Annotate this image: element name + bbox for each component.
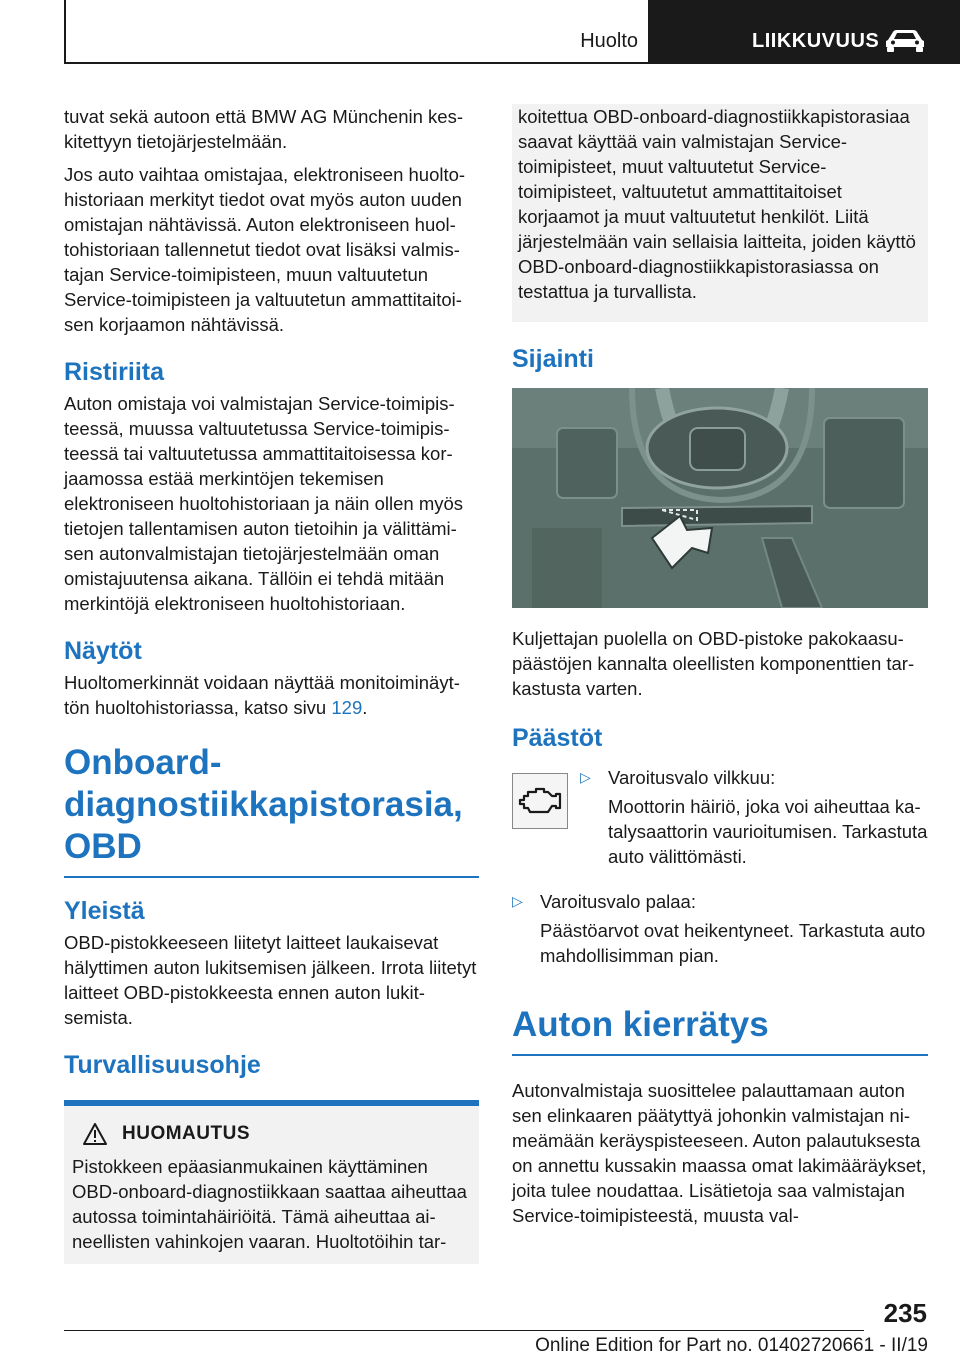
heading-obd: Onboard-diagnostiikkapistorasia, OBD [64,742,479,878]
warning-icon [82,1122,108,1146]
list-item [580,765,928,869]
steering-wheel-illustration [512,388,928,608]
left-column [64,104,479,1264]
bullet-text: Päästöarvot ovat heikentyneet. Tarkastuta auto mahdollisimman pian. [540,920,926,966]
paragraph: Autonvalmistaja suosittelee palauttamaan auton sen elinkaaren päätyttyä johonkin valmistajan nimeämään keräyspisteeseen. Auton palautuksesta on annettu kussakin maassa omat lakimääräykset, joita tulee noudattaa. Lisätietoja saa valmistajan Service-toimipisteestä, muusta val- [512,1080,927,1226]
paragraph-end: . [362,697,368,718]
heading-sijainti: Sijainti [512,345,594,373]
header-chapter-label: LIIKKUVUUS [752,30,880,52]
heading-ristiriita: Ristiriita [64,358,165,386]
footer-edition: Online Edition for Part no. 01402720661 - II/19 [535,1335,928,1356]
bullet-text: Moottorin häiriö, joka voi aiheuttaa katalysaattorin vaurioitumisen. Tarkastuta auto välittömästi. [608,796,928,867]
page-number: 235 [883,1298,927,1328]
car-icon [884,28,926,52]
emission-warning-block [512,765,928,869]
notice-text: Pistokkeen epäasianmukainen käyttäminen OBD-onboard-diagnostiikkaan saattaa aiheuttaa autossa toimintahäiriöitä. Tämä aiheuttaa aineellisten vahinkojen vaaran. Huoltotöihin tar- [72,1156,467,1252]
bullet-label: Varoitusvalo vilkkuu: [608,767,776,788]
paragraph: Auton omistaja voi valmistajan Service-toimipisteessä, muussa valtuutetussa Service-toimipisteessä tai valtuutetussa ammattitaitoisessa korjaamossa estää merkintöjen tekemisen elektroniseen huoltohistoriaan ja näin ollen myös tietojen tallentamisen auton tietoihin ja välittämisen autonvalmistajan tietojärjestelmään oman omistajuutensa aikana. Tällöin ei tehdä mitään merkintöjä elektroniseen huoltohistoriaan. [64,393,464,614]
footer-rule [64,1330,864,1331]
heading-turvallisuusohje: Turvallisuusohje [64,1051,261,1079]
engine-warning-icon [512,773,568,829]
heading-kierratys: Auton kierrätys [512,1004,928,1056]
header-rule-left [64,0,66,64]
header-rule-bottom [64,62,648,64]
page-link[interactable]: 129 [331,697,363,718]
engine-warning-icon [518,786,562,816]
notice-title-label: HUOMAUTUS [122,1123,250,1144]
notice-box [64,1106,479,1264]
notice-title [72,1122,471,1146]
obd-location-figure [512,388,928,608]
header-chapter-tab [648,0,960,64]
paragraph-text: Huoltomerkinnät voidaan näyttää monitoiminäyttön huoltohistoriassa, katso sivu [64,672,460,718]
paragraph: tuvat sekä autoon että BMW AG Münchenin keskitettyyn tietojärjestelmään. [64,106,463,152]
list-item [512,889,928,968]
paragraph: Jos auto vaihtaa omistajaa, elektroniseen huoltohistoriaan merkityt tiedot ovat myös auton uuden omistajan nähtävissä. Auton elektroniseen huoltohistoriaan tallennetut tiedot ovat lisäksi valmistajan Service-toimipisteen, muun valtuutetun Service-toimipisteen ja valtuutetun ammattitaitoisen korjaamon nähtävissä. [64,164,466,335]
heading-naytot: Näytöt [64,637,142,665]
paragraph: OBD-pistokkeeseen liitetyt laitteet laukaisevat hälyttimen auton lukitsemisen jälkeen. Irrota liitetyt laitteet OBD-pistokkeesta ennen auton lukitsemista. [64,932,477,1028]
notice-box-continued [512,104,928,322]
bullet-triangle-icon: ▷ [580,769,591,785]
paragraph-naytot [64,670,479,720]
notice-text: koitettua OBD-onboard-diagnostiikkapistorasiaa saavat käyttää vain valmistajan Service-toimipisteet, muut valtuutetut Service-toimipisteet, valtuutetut ammattitaitoiset korjaamot ja muut valtuutetut henkilöt. Liitä järjestelmään vain sellaisia laitteita, joiden käyttö OBD-onboard-diagnostiikkapistorasiassa on testattua ja turvallista. [518,106,916,302]
paragraph: Kuljettajan puolella on OBD-pistoke pakokaasupäästöjen kannalta oleellisten komponenttien tarkastusta varten. [512,628,915,699]
bullet-label: Varoitusvalo palaa: [540,891,696,912]
header-section: Huolto [580,30,638,52]
bullet-triangle-icon: ▷ [512,893,523,909]
heading-yleista: Yleistä [64,897,145,925]
right-column [512,104,928,1236]
heading-paastot: Päästöt [512,724,603,752]
